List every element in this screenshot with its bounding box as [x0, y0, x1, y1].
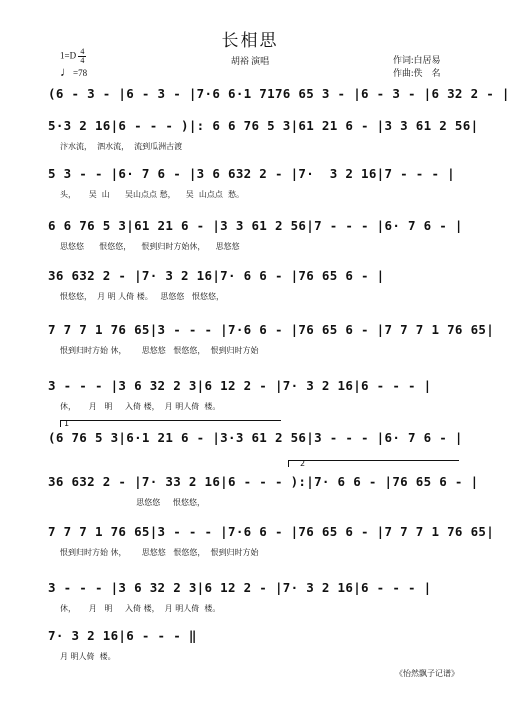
- score-line-6: 7 7 7 1 76 65|3 - - - |7·6 6 - |76 65 6 - |7 7 7 1 76 65|: [48, 322, 495, 337]
- lyric-line-3: 头， 吴 山 吴山点点 愁， 吴 山点点 愁。: [60, 190, 244, 199]
- score-line-5: 36 632 2 - |7· 3 2 16|7· 6 6 - |76 65 6 - |: [48, 268, 385, 283]
- lyric-line-4: 思悠悠 恨悠悠， 恨到归时方始休， 思悠悠: [60, 242, 240, 251]
- lyric-line-9: 思悠悠 恨悠悠，: [60, 498, 206, 507]
- credits: [393, 54, 441, 80]
- score-line-12: 7· 3 2 16|6 - - - ‖: [48, 628, 197, 643]
- lyricist: 作词:白居易: [393, 55, 441, 65]
- first-ending-number: 1: [64, 419, 70, 428]
- lyric-line-6: 恨到归时方始 休， 思悠悠 恨悠悠， 恨到归时方始: [60, 346, 259, 355]
- lyric-line-2: 汴水流， 泗水流， 流到瓜洲古渡: [60, 142, 183, 151]
- score-line-7: 3 - - - |3 6 32 2 3|6 12 2 - |7· 3 2 16|6 - - - |: [48, 378, 432, 393]
- key-signature: 1=D: [60, 50, 77, 61]
- tempo: =78: [73, 68, 88, 78]
- performer-line: 胡裕 演唱: [230, 56, 270, 66]
- lyric-line-12: 月 明人倚 楼。: [60, 652, 116, 661]
- second-ending-bracket: [288, 460, 459, 467]
- first-ending-bracket: [60, 420, 281, 427]
- score-line-3: 5 3 - - |6· 7 6 - |3 6 632 2 - |7· 3 2 16|7 - - - |: [48, 166, 455, 181]
- transcriber-credit: 《怡然飘子记谱》: [395, 669, 459, 678]
- second-ending-number: 2: [300, 459, 306, 468]
- key-and-tempo: [60, 48, 87, 80]
- time-top: 4: [80, 47, 85, 56]
- lyric-line-7: 休， 月 明 入倚 楼， 月 明人倚 楼。: [60, 402, 221, 411]
- time-signature: [78, 48, 86, 65]
- composer: 作曲:佚 名: [393, 68, 441, 78]
- quarter-note-icon: ♩: [60, 64, 73, 79]
- lyric-line-10: 恨到归时方始 休， 思悠悠 恨悠悠， 恨到归时方始: [60, 548, 259, 557]
- score-line-8: (6 76 5 3|6·1 21 6 - |3·3 61 2 56|3 - - - |6· 7 6 - |: [48, 430, 463, 445]
- time-bottom: 4: [80, 56, 85, 65]
- score-line-2: 5·3 2 16|6 - - - )|: 6 6 76 5 3|61 21 6 - |3 3 61 2 56|: [48, 118, 479, 133]
- score-line-9: 36 632 2 - |7· 33 2 16|6 - - - ):|7· 6 6 - |76 65 6 - |: [48, 474, 479, 489]
- score-line-11: 3 - - - |3 6 32 2 3|6 12 2 - |7· 3 2 16|6 - - - |: [48, 580, 432, 595]
- song-title: 长相思: [221, 31, 279, 50]
- score-line-1: (6 - 3 - |6 - 3 - |7·6 6·1 7176 65 3 - |6 - 3 - |6 32 2 - |: [48, 86, 510, 101]
- lyric-line-11: 休， 月 明 入倚 楼， 月 明人倚 楼。: [60, 604, 221, 613]
- lyric-line-5: 恨悠悠， 月 明 人倚 楼。 思悠悠 恨悠悠，: [60, 292, 224, 301]
- score-line-4: 6 6 76 5 3|61 21 6 - |3 3 61 2 56|7 - - - |6· 7 6 - |: [48, 218, 463, 233]
- score-line-10: 7 7 7 1 76 65|3 - - - |7·6 6 - |76 65 6 - |7 7 7 1 76 65|: [48, 524, 495, 539]
